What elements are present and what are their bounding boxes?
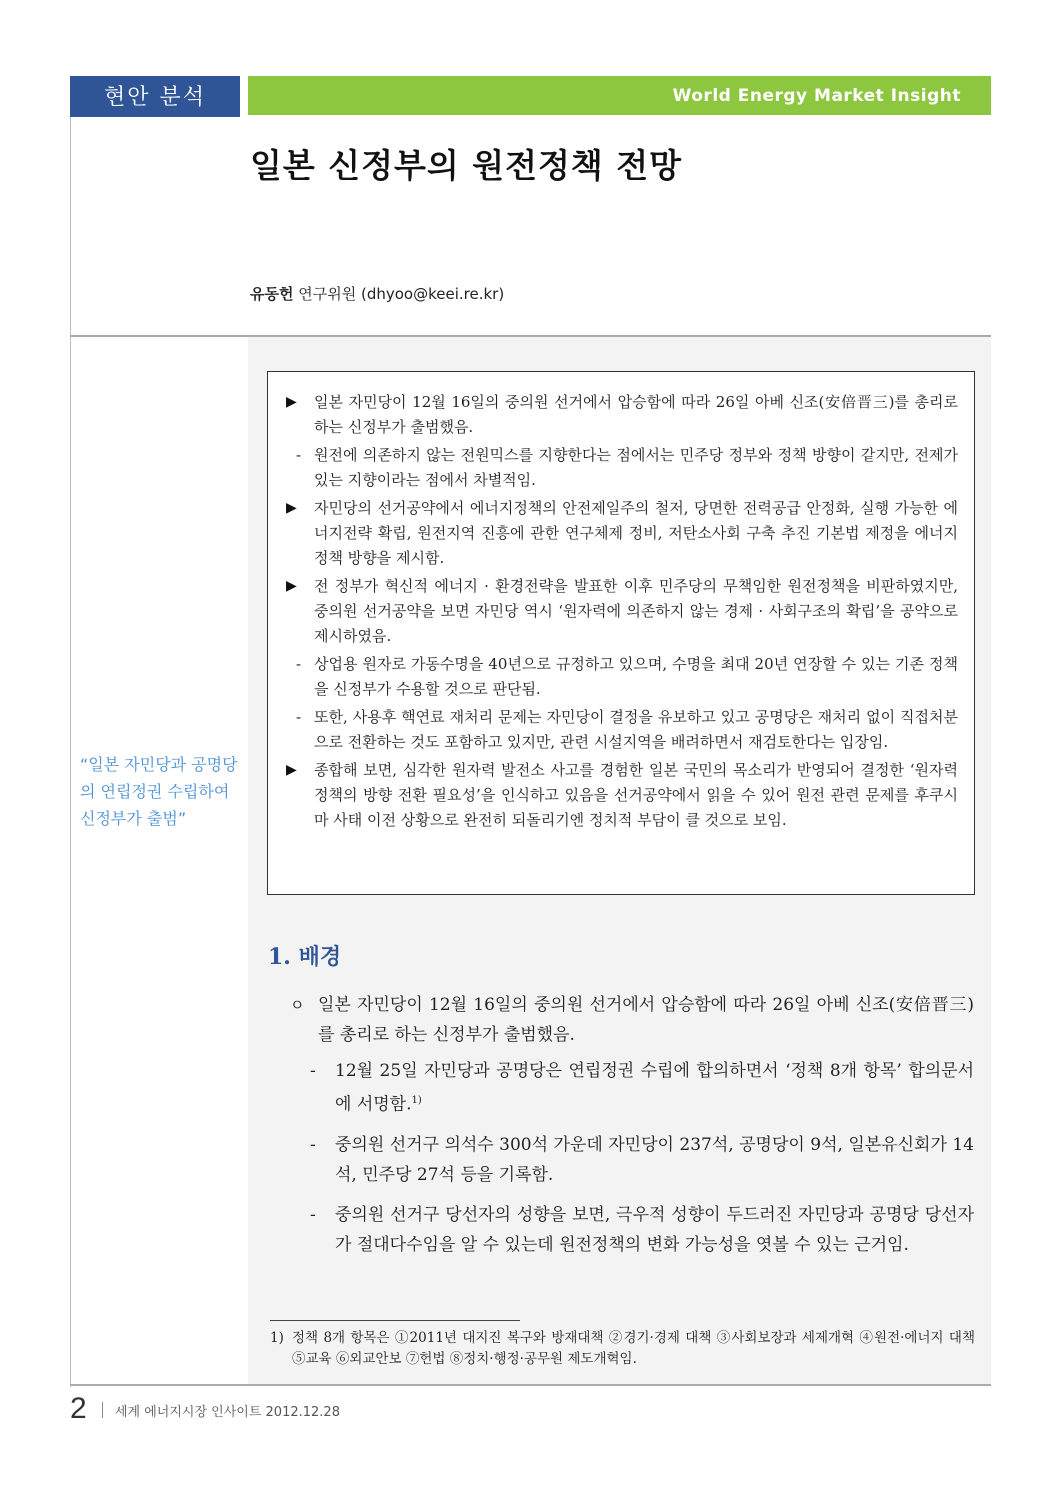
- summary-item: [286, 390, 958, 440]
- pull-quote: “일본 자민당과 공명당의 연립정권 수립하여 신정부가 출범”: [80, 755, 238, 828]
- triangle-bullet-icon: ▶: [286, 500, 297, 516]
- body-text: 중의원 선거구 의석수 300석 가운데 자민당이 237석, 공명당이 9석, 일본유신회가 14석, 민주당 27석 등을 기록함.: [335, 1134, 974, 1185]
- triangle-bullet-icon: ▶: [286, 762, 297, 778]
- dash-marker: -: [310, 1061, 316, 1081]
- triangle-bullet-icon: ▶: [286, 394, 297, 410]
- circle-bullet-icon: ㅇ: [290, 996, 305, 1014]
- summary-subitem: [286, 705, 958, 755]
- dash-marker: -: [296, 708, 302, 726]
- summary-box: [267, 371, 975, 895]
- summary-text: 일본 자민당이 12월 16일의 중의원 선거에서 압승함에 따라 26일 아베 신조(安倍晋三)를 총리로 하는 신정부가 출범했음.: [314, 393, 958, 436]
- author-line: [250, 283, 504, 304]
- author-name: 유동헌: [250, 285, 294, 303]
- page-number: 2: [70, 1392, 87, 1425]
- footnote-row: [270, 1328, 975, 1370]
- summary-text: 또한, 사용후 핵연료 재처리 문제는 자민당이 결정을 유보하고 있고 공명당은 재처리 없이 직접처분으로 전환하는 것도 포함하고 있지만, 관련 시설지역을 배려하면서 재검토한다는 입장임.: [314, 708, 958, 751]
- section-heading: 1. 배경: [268, 944, 342, 970]
- summary-text: 자민당의 선거공약에서 에너지정책의 안전제일주의 철저, 당면한 전력공급 안정화, 실행 가능한 에너지전략 확립, 원전지역 진흥에 관한 연구체제 정비, 저탄소사회 구축 추진 기본법 제정을 에너지정책 방향을 제시함.: [314, 499, 958, 567]
- body-item: [288, 990, 974, 1050]
- summary-subitem: [286, 652, 958, 702]
- author-role: 연구위원 (dhyoo@keei.re.kr): [298, 285, 505, 303]
- footer-divider: [70, 1384, 991, 1386]
- dash-marker: -: [296, 655, 302, 673]
- body-text: 중의원 선거구 당선자의 성향을 보면, 극우적 성향이 두드러진 자민당과 공명당 당선자가 절대다수임을 알 수 있는데 원전정책의 변화 가능성을 엿볼 수 있는 근거임.: [335, 1204, 974, 1255]
- summary-subitem: [286, 443, 958, 493]
- summary-item: [286, 758, 958, 833]
- publication-label: World Energy Market Insight: [248, 76, 991, 115]
- footnote-reference[interactable]: 1): [411, 1095, 422, 1106]
- left-column-divider: [70, 117, 71, 1387]
- footnote-text: 정책 8개 항목은 ①2011년 대지진 복구와 방재대책 ②경기·경제 대책 ③사회보장과 세제개혁 ④원전·에너지 대책 ⑤교육 ⑥외교안보 ⑦헌법 ⑧정치·행정·공무원 제도개혁임.: [292, 1330, 975, 1367]
- footer-separator: [102, 1402, 103, 1418]
- summary-text: 종합해 보면, 심각한 원자력 발전소 사고를 경험한 일본 국민의 목소리가 반영되어 결정한 ‘원자력 정책의 방향 전환 필요성’을 인식하고 있음을 선거공약에서 읽을 수 있어 원전 관련 문제를 후쿠시마 사태 이전 상황으로 완전히 되돌리기엔 정치적 부담이 클 것으로 보임.: [314, 761, 958, 829]
- section-label: 현안 분석: [70, 76, 240, 115]
- article-title: 일본 신정부의 원전정책 전망: [250, 146, 683, 185]
- header-divider: [70, 335, 991, 337]
- publication-info: 세계 에너지시장 인사이트 2012.12.28: [115, 1405, 340, 1420]
- triangle-bullet-icon: ▶: [286, 578, 297, 594]
- body-subitem: [288, 1130, 974, 1190]
- summary-item: [286, 496, 958, 571]
- dash-marker: -: [310, 1204, 316, 1225]
- summary-text: 원전에 의존하지 않는 전원믹스를 지향한다는 점에서는 민주당 정부와 정책 방향이 같지만, 전제가 있는 지향이라는 점에서 차별적임.: [314, 446, 958, 489]
- summary-item: [286, 574, 958, 649]
- section-body: [288, 990, 974, 1270]
- dash-marker: -: [296, 446, 302, 464]
- footnote-separator: [270, 1320, 520, 1321]
- body-text: 12월 25일 자민당과 공명당은 연립정권 수립에 합의하면서 ‘정책 8개 항목’ 합의문서에 서명함.: [335, 1061, 974, 1115]
- body-subitem: [288, 1200, 974, 1260]
- dash-marker: -: [310, 1134, 316, 1155]
- body-subitem: [288, 1056, 974, 1120]
- summary-text: 전 정부가 혁신적 에너지 · 환경전략을 발표한 이후 민주당의 무책임한 원전정책을 비판하였지만, 중의원 선거공약을 보면 자민당 역시 ‘원자력에 의존하지 않는 경제 · 사회구조의 확립’을 공약으로 제시하였음.: [314, 577, 958, 645]
- body-text: 일본 자민당이 12월 16일의 중의원 선거에서 압승함에 따라 26일 아베 신조(安倍晋三)를 총리로 하는 신정부가 출범했음.: [318, 995, 974, 1045]
- header-underline: [70, 115, 240, 117]
- footnote: [270, 1328, 975, 1370]
- summary-text: 상업용 원자로 가동수명을 40년으로 규정하고 있으며, 수명을 최대 20년 연장할 수 있는 기존 정책을 신정부가 수용할 것으로 판단됨.: [314, 655, 958, 698]
- footnote-marker: 1): [270, 1330, 284, 1346]
